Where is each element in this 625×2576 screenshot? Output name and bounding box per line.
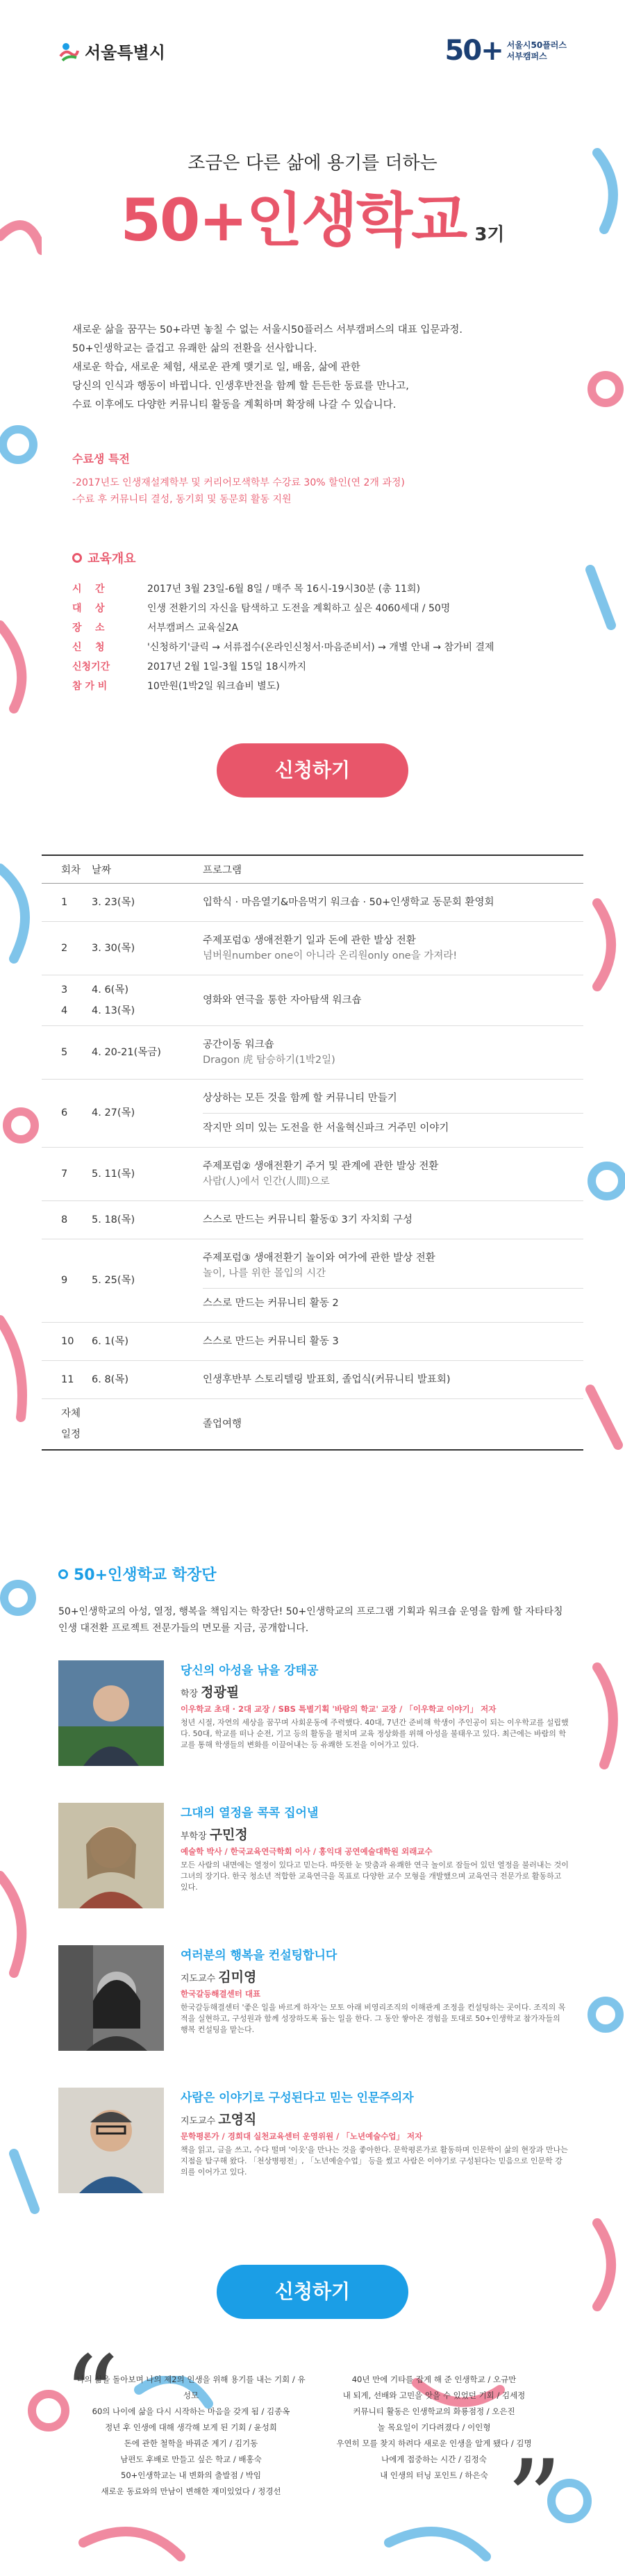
close-quote-icon: ” [506,2436,562,2566]
principal-headline: 당신의 아성을 낚을 강태공 [181,1664,319,1678]
program-title: 스스로 만드는 커뮤니티 활동① 3기 자치회 구성 [203,1214,413,1225]
principal-photo [58,1660,164,1766]
testimonial: 나의 삶을 돌아보며 나의 제2의 인생을 위해 용기를 내는 기회 / 유성모 [76,2375,306,2400]
campus-logo-text: 서울시50플러스 서부캠퍼스 [506,40,567,61]
principal-desc: 청년 시절, 자연의 세상을 꿈꾸며 사회운동에 주력했다. 40대, 7년간 준비해 학생이 주인공이 되는 이우학교를 설립했다. 50대, 학교를 떠나 순전, 기고 등의 활동을 펼치며 교육 정상화를 위해 아성을 불태우고 있다. 최근에는 바람의 학교를 통해 학생들의 변화를 이끌어내는 등 유쾌한 도전을 이어가고 있다. [181,1718,569,1749]
session-program [203,921,583,975]
session-program [203,1322,583,1360]
program-item [203,1114,583,1143]
program-item [203,1410,583,1439]
program-title: 스스로 만드는 커뮤니티 활동 2 [203,1297,339,1309]
program-subtitle: 놀이, 나를 위한 몰입의 시간 [203,1267,326,1279]
session-number: 9 [42,1239,83,1322]
program-title: 졸업여행 [203,1418,242,1430]
program-subtitle: 사람(人)에서 인간(人間)으로 [203,1175,330,1187]
session-program [203,1200,583,1239]
principal-role: 예술학 박사 / 한국교육연극학회 이사 / 홍익대 공연예술대학원 외래교수 [181,1847,433,1856]
program-item [203,1152,583,1196]
session-date: 5. 18(목) [83,1200,203,1239]
seoul-logo[interactable] [58,39,165,63]
program-item [203,1327,583,1356]
overview-title: 교육개요 [72,549,558,567]
ring-icon [72,553,82,563]
testimonials-left [76,2372,306,2500]
session-number: 6 [42,1079,83,1147]
testimonial: 내 인생의 터닝 포인트 / 하은숙 [380,2470,488,2480]
program-title: 스스로 만드는 커뮤니티 활동 3 [203,1335,339,1347]
session-date: 5. 11(목) [83,1147,203,1200]
testimonial: 40년 만에 기타를 잡게 해 준 인생학교 / 오규만 [351,2375,517,2384]
schedule-table [42,854,583,1451]
program-item [203,1084,583,1114]
seoul-logo-text: 서울특별시 [85,43,165,63]
session-program [203,1079,583,1147]
principal-desc: 책을 읽고, 글을 쓰고, 수다 떨며 '이웃'을 만나는 것을 좋아한다. 문학평론가로 활동하며 인문학이 삶의 현장과 만나는 지점을 탐구해 왔다. 「천상병평전」, 「노년예술수업」 등을 썼고 사람은 이야기로 구성된다는 믿음으로 인문학 강의를 이어가고 있다. [181,2145,568,2177]
seoul-emblem-icon [58,41,79,62]
principals-panel [42,1521,583,2376]
session-number: 자체일정 [42,1398,83,1450]
program-item [203,1244,583,1289]
overview-row: 대 상 인생 전환기의 자신을 탐색하고 도전을 계획하고 싶은 4060세대 / 50명 [72,603,451,614]
schedule-panel [42,827,583,1521]
benefit-item: -수료 후 커뮤니티 결성, 동기회 및 동문회 활동 지원 [72,494,292,505]
program-title: 주제포럼① 생애전환기 일과 돈에 관한 발상 전환 [203,934,416,946]
table-header-row [42,855,583,883]
hero-subtitle: 조금은 다른 삶에 용기를 더하는 [188,153,438,174]
testimonial: 돈에 관한 철학을 바꿔준 계기 / 김기동 [124,2438,258,2448]
table-row [42,1147,583,1200]
testimonial: 우연히 모를 찾지 하려다 새로운 인생을 알게 됐다 / 김명 [336,2438,532,2448]
table-row [42,1200,583,1239]
overview-row: 장 소 서부캠퍼스 교육실2A [72,622,239,634]
principal-card [58,1660,572,1778]
table-row [42,1079,583,1147]
table-row [42,1025,583,1079]
session-date: 3. 23(목) [83,883,203,921]
session-number: 8 [42,1200,83,1239]
session-program [203,1398,583,1450]
program-subtitle: 넘버원number one이 아니라 온리원only one을 가져라! [203,950,458,961]
hero-title-main: 50+인생학교 [120,186,467,254]
program-item [203,888,583,917]
session-program [203,1360,583,1398]
program-title: 인생후반부 스토리텔링 발표회, 졸업식(커뮤니티 발표회) [203,1373,451,1385]
principal-role: 한국갈등해결센터 대표 [181,1989,261,1999]
principal-card [58,1803,572,1921]
testimonial: 새로운 동료와의 만남이 변해한 재미있었다 / 정경선 [101,2486,281,2496]
graduate-benefits [72,450,558,508]
overview-row: 참 가 비 10만원(1박2일 워크숍비 별도) [72,681,280,692]
testimonial: 정년 후 인생에 대해 생각해 보게 된 기회 / 윤성희 [105,2422,277,2432]
principal-name: 지도교수 김미영 [181,1970,257,1985]
session-date: 4. 6(목) 4. 13(목) [83,975,203,1025]
program-item [203,1289,583,1318]
hero-edition: 3기 [474,224,505,245]
program-title: 주제포럼② 생애전환기 주거 및 관계에 관한 발상 전환 [203,1160,439,1172]
benefit-item: -2017년도 인생재설계학부 및 커리어모색학부 수강료 30% 할인(연 2개 과정) [72,477,405,488]
table-row [42,975,583,1025]
ring-icon [58,1569,68,1579]
testimonial: 나에게 접중하는 시간 / 김정숙 [381,2454,487,2464]
program-title: 상상하는 모든 것을 함께 할 커뮤니티 만들기 [203,1092,397,1104]
session-date: 6. 8(목) [83,1360,203,1398]
session-number: 3 4 [42,975,83,1025]
program-title: 작지만 의미 있는 도전을 한 서울혁신파크 거주민 이야기 [203,1122,449,1134]
principal-photo [58,2088,164,2193]
campus-logo[interactable] [445,35,567,67]
program-subtitle: Dragon 虎 탐승하기(1박2일) [203,1054,335,1066]
session-number: 10 [42,1322,83,1360]
course-overview [72,549,558,696]
header-date: 날짜 [83,855,203,883]
program-item [203,1365,583,1394]
program-item [203,986,583,1015]
program-title: 입학식 · 마음열기&마음먹기 워크숍 · 50+인생학교 동문회 환영회 [203,896,494,908]
principal-headline: 여러분의 행복을 컨설팅합니다 [181,1949,338,1963]
principal-name: 지도교수 고영직 [181,2112,257,2127]
principal-card [58,1945,572,2063]
testimonial: 내 되게, 선배와 고민을 앗을 수 있었던 기회 / 김세정 [342,2391,526,2400]
testimonial: 커뮤니티 활동은 인생학교의 화룡점정 / 오은진 [353,2406,515,2416]
session-number: 1 [42,883,83,921]
session-program [203,1239,583,1322]
session-program [203,883,583,921]
person-icon [58,2088,164,2193]
program-item [203,926,583,971]
session-program [203,975,583,1025]
principal-name: 학장 정광필 [181,1685,240,1700]
session-number: 7 [42,1147,83,1200]
testimonial: 50+인생학교는 내 변화의 출발점 / 박임 [121,2470,261,2480]
principal-desc: 한국갈등해결센터 '좋은 일을 바르게 하자'는 모토 아래 비영리조직의 이해관계 조정을 컨설팅하는 곳이다. 조직의 목적을 실현하고, 구성원과 함께 성장하도록 돕는 일을 한다. 그 동안 쌓아온 경험을 토대로 50+인생학교 참가자들의 행복 컨설팅을 맡는다. [181,2003,566,2034]
session-number: 5 [42,1025,83,1079]
testimonial: 60의 나이에 삶을 다시 시작하는 마음을 갖게 됨 / 김종옥 [92,2406,290,2416]
testimonial: 놀 목요일이 기다려졌다 / 이인형 [377,2422,491,2432]
intro-text: 새로운 삶을 꿈꾸는 50+라면 놓칠 수 없는 서울시50플러스 서부캠퍼스의 대표 입문과정. 50+인생학교는 즐겁고 유쾌한 삶의 전환을 선사합니다. 새로운 학습, 새로운 체험, 새로운 관계 맺기로 일, 배움, 삶에 관한 당신의 인식과 행동이 바뀝니다. 인생후반전을 함께 할 든든한 동료를 만나고, 수료 이후에도 다양한 커뮤니티 활동을 계획하며 확장해 나갈 수 있습니다. [72,324,462,411]
hero-title [42,174,583,258]
testimonials [42,2331,583,2576]
principal-name: 부학장 구민정 [181,1827,248,1842]
session-date: 6. 1(목) [83,1322,203,1360]
person-icon [58,1660,164,1766]
apply-button-bottom[interactable]: 신청하기 [217,2265,408,2319]
header-program: 프로그램 [203,855,583,883]
principal-card [58,2088,572,2206]
session-date: 4. 27(목) [83,1079,203,1147]
session-date: 3. 30(목) [83,921,203,975]
session-program [203,1147,583,1200]
principal-role: 이우학교 초대 · 2대 교장 / SBS 특별기획 '바람의 학교' 교장 / 「이우학교 이야기」 저자 [181,1704,497,1714]
session-program [203,1025,583,1079]
person-icon [58,1803,164,1908]
overview-row: 신청기간 2017년 2월 1일-3월 15일 18시까지 [72,661,307,672]
table-row [42,883,583,921]
principal-headline: 그대의 열정을 콕콕 집어낼 [181,1806,319,1820]
session-number: 2 [42,921,83,975]
testimonials-right [319,2372,549,2484]
testimonial: 남편도 후배로 만들고 싶은 학교 / 배홍숙 [120,2454,262,2464]
program-title: 영화와 연극을 통한 자아탐색 워크숍 [203,994,362,1006]
person-icon [58,1945,164,2051]
table-row [42,1322,583,1360]
table-row [42,1398,583,1450]
open-quote-icon: “ [62,2331,119,2461]
table-row [42,921,583,975]
program-title: 주제포럼③ 생애전환기 놀이와 여가에 관한 발상 전환 [203,1252,435,1264]
principals-intro: 50+인생학교의 아성, 열정, 행복을 책임지는 학장단! 50+인생학교의 프로그램 기획과 워크숍 운영을 함께 할 자타타칭 인생 대전환 프로젝트 전문가들의 면모를 지금, 공개합니다. [58,1606,563,1634]
program-item [203,1030,583,1075]
intro-panel [42,0,583,827]
overview-row: 신 청 '신청하기'클릭 → 서류접수(온라인신청서·마음준비서) → 개별 안내 → 참가비 결제 [72,642,494,653]
benefit-title: 수료생 특전 [72,452,130,465]
table-row [42,1360,583,1398]
principal-headline: 사람은 이야기로 구성된다고 믿는 인문주의자 [181,2091,414,2105]
table-row [42,1239,583,1322]
session-date: 5. 25(목) [83,1239,203,1322]
overview-row: 시 간 2017년 3월 23일-6월 8일 / 매주 목 16시-19시30분 (총 11회) [72,584,421,595]
principals-title: 50+인생학교 학장단 [58,1563,216,1585]
header-no: 회차 [42,855,83,883]
principal-photo [58,1945,164,2051]
header [42,0,583,104]
apply-button[interactable]: 신청하기 [217,743,408,798]
principal-role: 문학평론가 / 경희대 실천교육센터 운영위원 / 「노년예술수업」 저자 [181,2131,423,2141]
program-title: 공간이동 워크숍 [203,1039,274,1050]
campus-logo-mark: 50+ [444,35,503,67]
principal-photo [58,1803,164,1908]
session-date [83,1398,203,1450]
session-number: 11 [42,1360,83,1398]
program-item [203,1205,583,1235]
principal-desc: 모든 사람의 내면에는 열정이 있다고 믿는다. 따뜻한 눈 맞춤과 유쾌한 연극 놀이로 잠들어 있던 열정을 불러내는 것이 그녀의 장기다. 한국 청소년 적합한 교육연극을 목표로 다양한 교수 모형을 개발했으며 교육연극 전문가로 활동하고 있다. [181,1860,569,1892]
session-date: 4. 20-21(목금) [83,1025,203,1079]
